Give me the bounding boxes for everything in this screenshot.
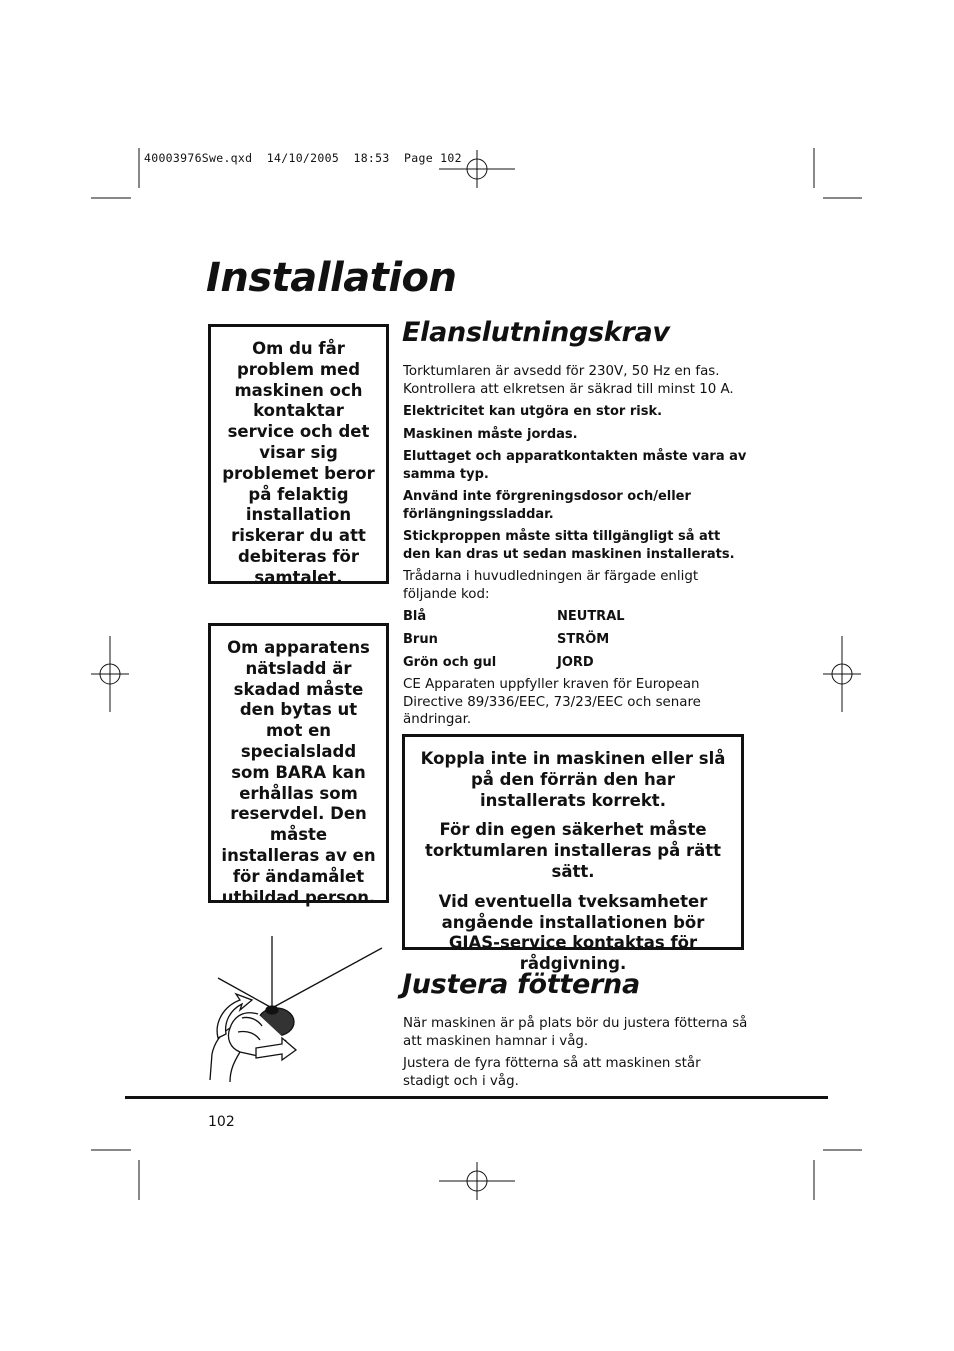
power-cord-text: Om apparatens nätsladd är skadad måste den bytas ut mot en specialsladd som BARA kan erhållas som reservdel. Den måste installeras av en för ändamålet utbildad person. [221,638,376,907]
feet-body [403,1015,748,1090]
feet-heading: Justera fötterna [402,969,640,1000]
electrical-heading: Elanslutningskrav [402,317,670,348]
registration-target-right [823,636,861,712]
footer-rule [125,1096,828,1099]
file-slug: 40003976Swe.qxd 14/10/2005 18:53 Page 102 [144,151,462,165]
power-cord-notice [208,623,389,907]
wire-row [403,654,748,671]
warning-contact: Vid eventuella tveksamheter angående installationen bör GIAS-service kontaktas för rådgivning. [438,891,708,974]
note-earth: Maskinen måste jordas. [403,426,578,442]
service-charge-notice [208,324,389,587]
service-charge-text: Om du får problem med maskinen och kontaktar service och det visar sig problemet beror på felaktig installation riskerar du att debiteras för samtalet. [222,339,375,587]
warning-connect: Koppla inte in maskinen eller slå på den förrän den har installerats korrekt. [420,749,726,810]
installation-warning-box [402,734,744,974]
note-risk: Elektricitet kan utgöra en stor risk. [403,404,663,419]
page-number: 102 [208,1114,235,1130]
wire-color: Blå [403,609,427,624]
registration-target-bottom [439,1162,515,1200]
wire-function: NEUTRAL [557,609,625,624]
note-socket: Eluttaget och apparatkontakten måste vara av samma typ. [403,449,747,482]
feet-paragraph: Justera de fyra fötterna så att maskinen står stadigt och i våg. [403,1056,701,1089]
wire-color: Grön och gul [403,655,497,670]
page-title: Installation [206,255,457,301]
electrical-intro: Torktumlaren är avsedd för 230V, 50 Hz en fas. Kontrollera att elkretsen är säkrad till minst 10 A. [403,364,734,397]
ce-note: CE Apparaten uppfyller kraven för European Directive 89/336/EEC, 73/23/EEC och senare ändringar. [403,677,701,727]
feet-paragraph: När maskinen är på plats bör du justera fötterna så att maskinen hamnar i våg. [403,1016,748,1049]
warning-safety: För din egen säkerhet måste torktumlaren installeras på rätt sätt. [424,820,722,881]
registration-target-left [91,636,129,712]
wire-row [403,608,748,625]
wire-intro: Trådarna i huvudledningen är färgade enligt följande kod: [403,569,699,602]
note-adapters: Använd inte förgreningsdosor och/eller förlängningssladdar. [403,489,691,522]
electrical-body [403,363,748,729]
note-plug-access: Stickproppen måste sitta tillgängligt så att den kan dras ut sedan maskinen installerats. [403,529,735,562]
adjust-foot-illustration [200,930,390,1090]
wire-color: Brun [403,632,438,647]
wire-function: STRÖM [557,632,610,647]
wire-row [403,631,748,648]
wire-function: JORD [557,655,594,670]
